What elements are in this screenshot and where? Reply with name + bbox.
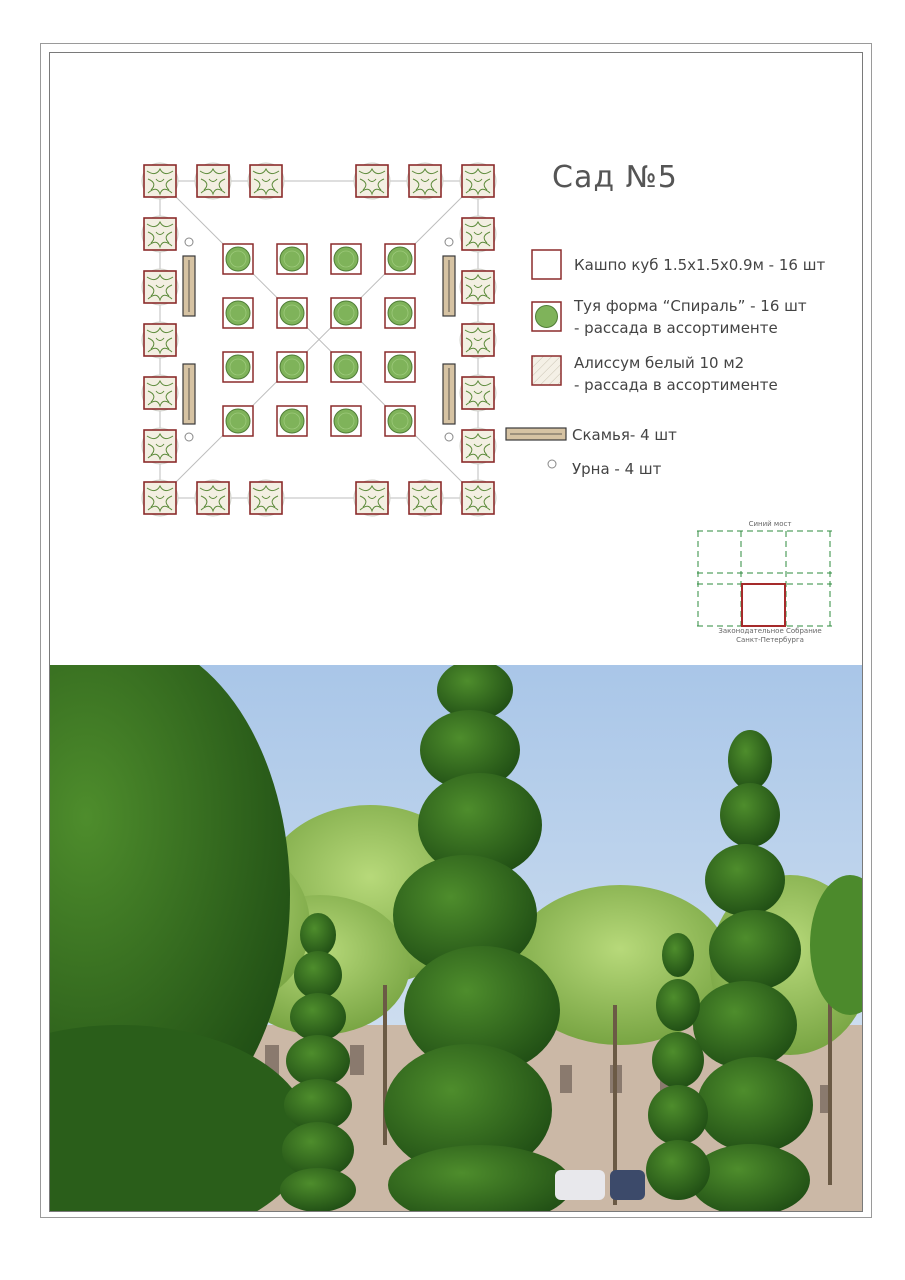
legend-urn-symbol [548, 460, 556, 468]
context-map-bottom-line2: Санкт-Петербурга [736, 636, 804, 644]
context-map-bottom-line1: Законодательное Собрание [718, 627, 822, 635]
legend-sublabel: - рассада в ассортименте [574, 376, 778, 394]
legend-item-urn [572, 458, 661, 480]
legend-sublabel: - рассада в ассортименте [574, 319, 778, 337]
legend-item-alyssum [574, 352, 778, 396]
context-map-bottom-label [700, 627, 840, 645]
spiral-thuja-photo [50, 665, 862, 1211]
legend-item-thuja [574, 295, 807, 339]
legend-item-bench [572, 424, 677, 446]
legend-pot-symbol [532, 250, 561, 279]
legend-symbols [506, 250, 566, 468]
plan-title: Сад №5 [552, 160, 678, 195]
context-highlight [742, 584, 785, 626]
legend-label: Алиссум белый 10 м2 [574, 354, 745, 372]
legend-item-pot [574, 254, 825, 276]
context-map-top-label: Синий мост [748, 520, 792, 528]
legend-bench-symbol [506, 428, 566, 440]
legend-label: Кашпо куб 1.5х1.5х0.9м - 16 шт [574, 256, 826, 274]
legend-label: Туя форма “Спираль” - 16 шт [574, 297, 807, 315]
context-map [697, 531, 832, 626]
legend-alyssum-symbol [532, 356, 561, 385]
legend-thuja-symbol [532, 302, 561, 331]
legend-label: Скамья- 4 шт [572, 426, 677, 444]
path-lines [160, 181, 478, 498]
legend-label: Урна - 4 шт [572, 460, 662, 478]
